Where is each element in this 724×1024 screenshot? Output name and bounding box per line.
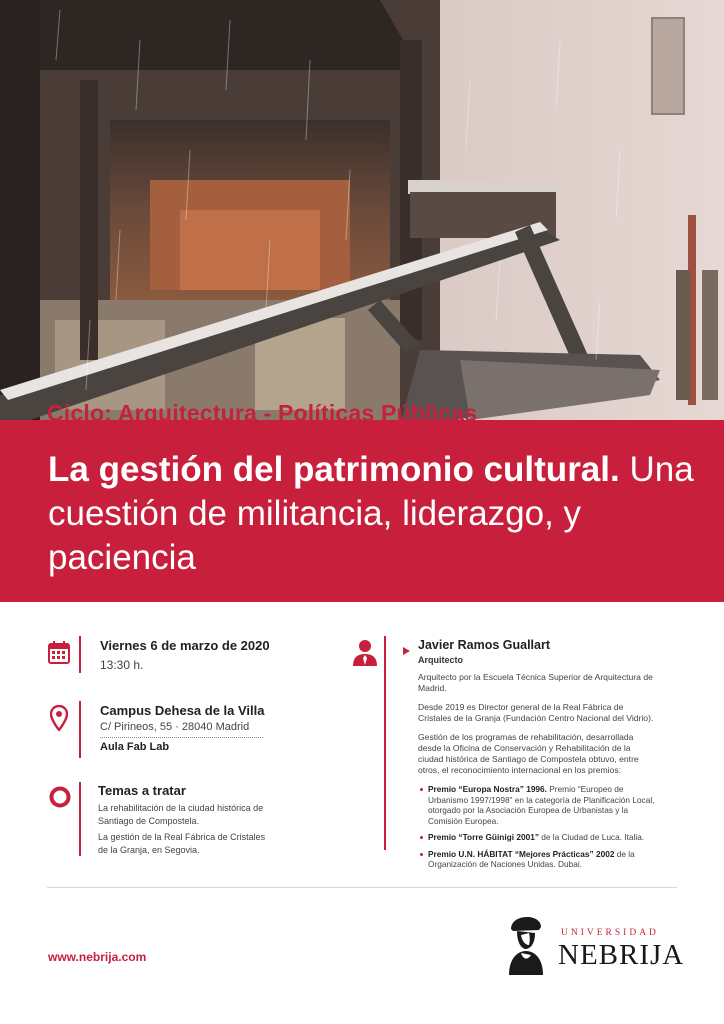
venue-room: Aula Fab Lab [100, 741, 170, 753]
awards-list [418, 784, 658, 870]
address-divider [100, 737, 263, 738]
bio-paragraph: Gestión de los programas de rehabilitación, desarrollada desde la Oficina de Conservación y Rehabilitación de la ciudad histórica de Santiago de Compostela obtuvo, entre otros, el reconocimiento internacional en los premios: [418, 732, 639, 775]
award-title: Premio “Torre Güinigi 2001” [428, 832, 539, 842]
award-text: de la Organización de Naciones Unidas. Dubai. [428, 848, 635, 869]
speaker-name: Javier Ramos Guallart [418, 638, 551, 652]
logo-nebrija: NEBRIJA [558, 939, 685, 971]
award-text: Premio “Europeo de Urbanismo 1997/1998” en la categoría de Planificación Local, otorgado por la Asociación Europea de Urbanistas y la Comisión Europea. [428, 784, 655, 826]
ring-icon [49, 786, 71, 813]
divider-date [79, 636, 81, 673]
nebrija-portrait-logo [505, 915, 547, 980]
person-icon [352, 639, 378, 671]
award-item [418, 784, 658, 826]
topic-item: La rehabilitación de la ciudad histórica de Santiago de Compostela. [98, 803, 264, 826]
bio-paragraph: Arquitecto por la Escuela Técnica Superior de Arquitectura de Madrid. [418, 672, 653, 693]
award-text: de la Ciudad de Luca. Italia. [538, 832, 645, 842]
topics-title: Temas a tratar [98, 783, 186, 798]
header-photo [0, 0, 724, 425]
footer-divider [47, 887, 677, 888]
bio-paragraph: Desde 2019 es Director general de la Real Fábrica de Cristales de la Granja (Fundación Centro Nacional del Vidrio). [418, 702, 654, 723]
event-title [48, 448, 698, 580]
website-link[interactable]: www.nebrija.com [48, 950, 147, 964]
calendar-icon [48, 640, 70, 669]
speaker-role: Arquitecto [418, 655, 463, 665]
logo-universidad: UNIVERSIDAD [561, 928, 659, 938]
venue-address: C/ Pirineos, 55 · 28040 Madrid [100, 721, 250, 733]
event-title-bold: La gestión del patrimonio cultural. [48, 450, 620, 489]
award-item [418, 849, 658, 870]
divider-speaker [384, 636, 386, 850]
award-item [418, 832, 658, 843]
cycle-label: Ciclo: Arquitectura - Políticas Públicas [47, 400, 478, 426]
location-pin-icon [50, 705, 68, 736]
divider-venue [79, 701, 81, 758]
award-title: Premio “Europa Nostra” 1996. [428, 784, 547, 794]
venue-name: Campus Dehesa de la Villa [100, 703, 265, 718]
event-date: Viernes 6 de marzo de 2020 [100, 638, 270, 653]
event-time: 13:30 h. [100, 658, 144, 672]
award-title: Premio U.N. HÁBITAT “Mejores Prácticas” 2002 [428, 848, 615, 859]
event-title-light: Una cuestión de militancia, liderazgo, y paciencia [48, 450, 694, 577]
topic-item: La gestión de la Real Fábrica de Cristales de la Granja, en Segovia. [98, 832, 266, 855]
speaker-bio [418, 672, 658, 876]
divider-topics [79, 782, 81, 856]
triangle-bullet-icon [403, 642, 410, 660]
